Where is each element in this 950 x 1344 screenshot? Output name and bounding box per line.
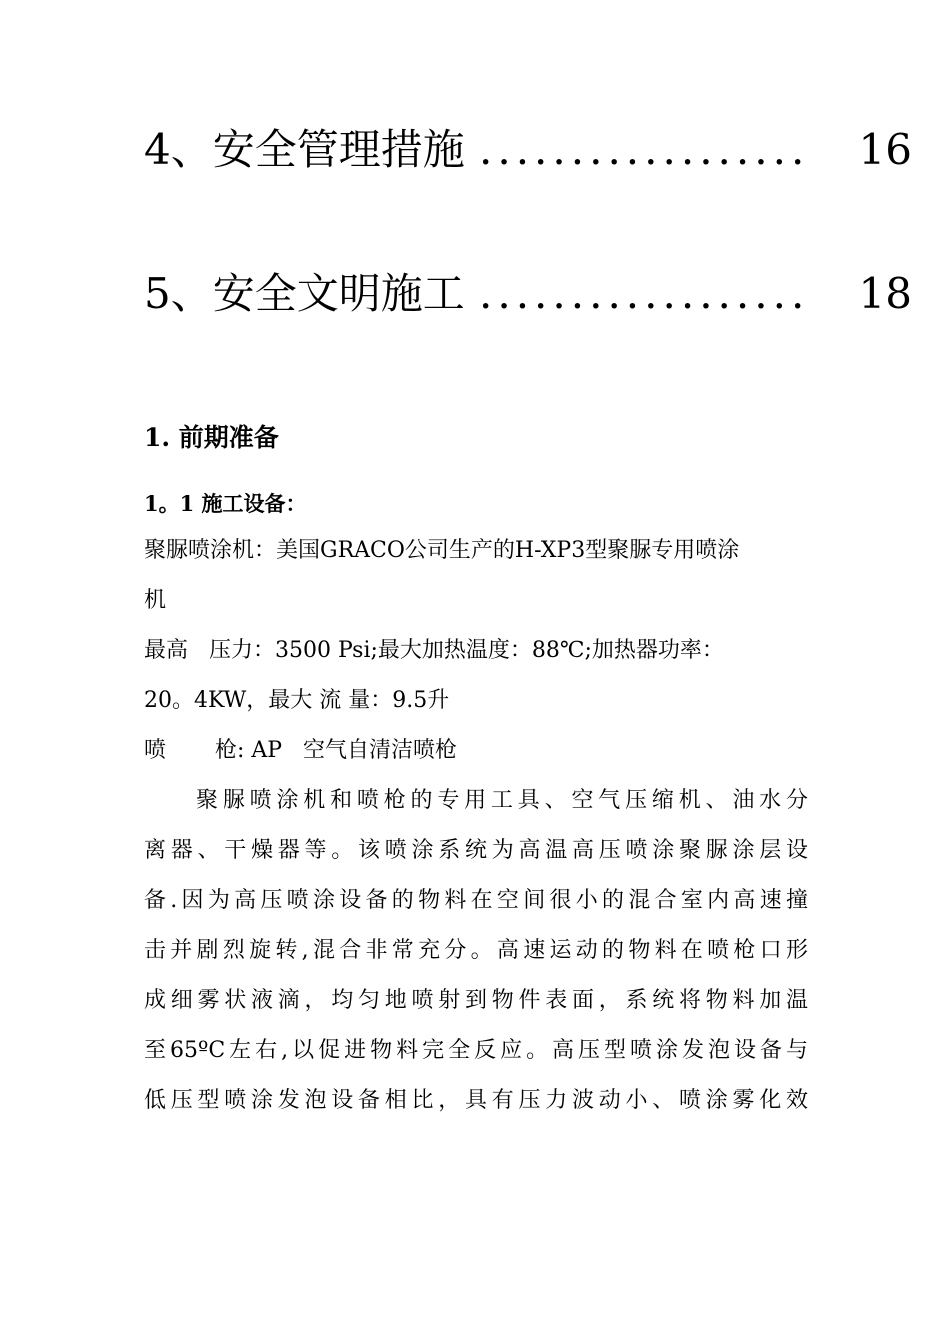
equipment-machine-line: 聚脲喷涂机：美国GRACO公司生产的H-XP3型聚脲专用喷涂 — [144, 538, 740, 563]
toc-entry-safety-management[interactable] — [144, 120, 914, 180]
paragraph-line: 聚脲喷涂机和喷枪的专用工具、空气压缩机、油水分 — [196, 788, 808, 813]
equipment-spec-line: 最高 压力：3500 Psi;最大加热温度：88℃;加热器功率： — [144, 638, 724, 663]
equipment-gun-line: 喷 枪: AP 空气自清洁喷枪 — [144, 738, 458, 763]
toc-entry-title: 4、安全管理措施 — [144, 125, 465, 174]
toc-page-number: 18 — [858, 269, 912, 318]
paragraph-line: 备.因为高压喷涂设备的物料在空间很小的混合室内高速撞 — [144, 888, 808, 913]
toc-dot-leader: .................. — [479, 269, 810, 318]
paragraph-line: 至65ºC左右,以促进物料完全反应。高压型喷涂发泡设备与 — [144, 1038, 808, 1063]
paragraph-line: 成细雾状液滴，均匀地喷射到物件表面，系统将物料加温 — [144, 988, 808, 1013]
toc-entry-title: 5、安全文明施工 — [144, 269, 465, 318]
equipment-spec-line-cont: 20。4KW，最大 流 量：9.5升 — [144, 688, 450, 713]
toc-entry-civilized-construction[interactable] — [144, 264, 914, 324]
equipment-machine-line-cont: 机 — [144, 588, 167, 613]
section-heading: 1. 前期准备 — [144, 423, 279, 452]
toc-page-number: 16 — [858, 125, 912, 174]
paragraph-line: 离器、干燥器等。该喷涂系统为高温高压喷涂聚脲涂层设 — [144, 838, 808, 863]
paragraph-line: 低压型喷涂发泡设备相比，具有压力波动小、喷涂雾化效 — [144, 1088, 808, 1113]
toc-dot-leader: .................. — [479, 125, 810, 174]
paragraph-line: 击并剧烈旋转,混合非常充分。高速运动的物料在喷枪口形 — [144, 938, 808, 963]
subsection-heading: 1。1 施工设备： — [144, 491, 307, 516]
